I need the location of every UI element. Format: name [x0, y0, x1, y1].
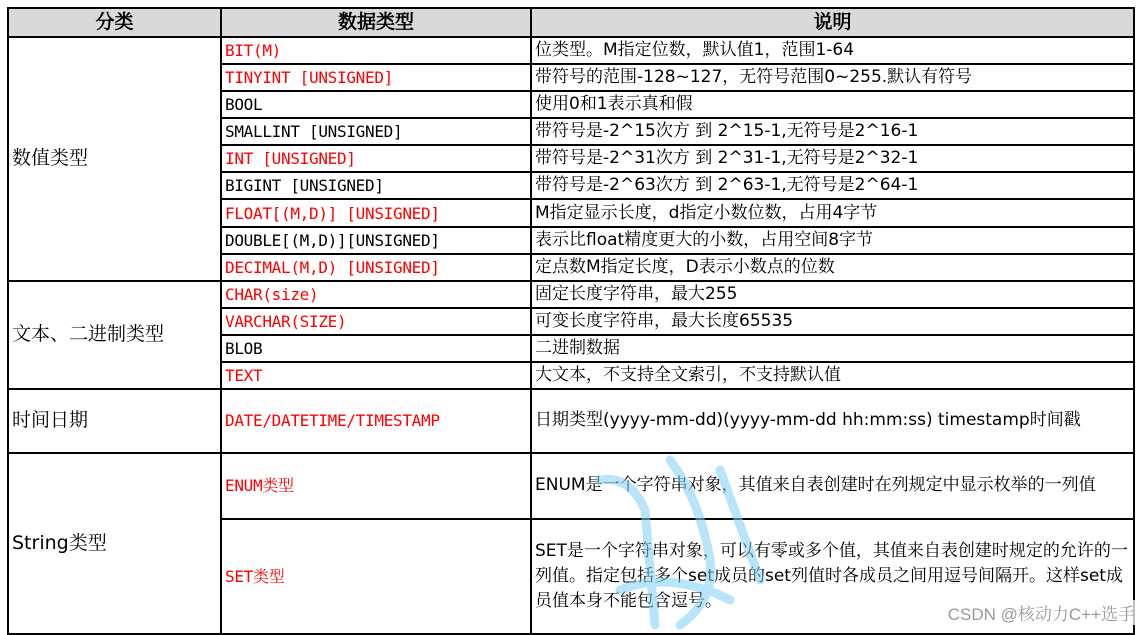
table-body — [8, 37, 1134, 634]
data-type-cell: DECIMAL(M,D) [UNSIGNED] — [221, 254, 531, 281]
data-type-cell: TINYINT [UNSIGNED] — [221, 64, 531, 91]
header-row — [8, 8, 1134, 37]
description-cell: 位类型。M指定位数，默认值1，范围1-64 — [531, 37, 1134, 64]
category-cell: String类型 — [8, 453, 221, 634]
data-type-cell: CHAR(size) — [221, 281, 531, 308]
description-cell: 使用0和1表示真和假 — [531, 91, 1134, 118]
csdn-watermark: CSDN @核动力C++选手 — [945, 600, 1138, 625]
table-row — [8, 389, 1134, 453]
description-cell: 固定长度字符串，最大255 — [531, 281, 1134, 308]
data-type-cell: TEXT — [221, 362, 531, 389]
table-row — [8, 281, 1134, 308]
header-category: 分类 — [8, 8, 221, 37]
data-type-cell: ENUM类型 — [221, 453, 531, 519]
category-cell: 数值类型 — [8, 37, 221, 281]
description-cell: M指定显示长度，d指定小数位数，占用4字节 — [531, 199, 1134, 226]
description-cell: 带符号是-2^63次方 到 2^63-1,无符号是2^64-1 — [531, 172, 1134, 199]
table-row — [8, 453, 1134, 519]
data-types-table — [7, 7, 1135, 635]
header-description: 说明 — [531, 8, 1134, 37]
header-data-type: 数据类型 — [221, 8, 531, 37]
data-type-cell: DATE/DATETIME/TIMESTAMP — [221, 389, 531, 453]
data-type-cell: DOUBLE[(M,D)][UNSIGNED] — [221, 227, 531, 254]
category-cell: 文本、二进制类型 — [8, 281, 221, 389]
description-cell: 带符号是-2^31次方 到 2^31-1,无符号是2^32-1 — [531, 145, 1134, 172]
data-type-cell: BIT(M) — [221, 37, 531, 64]
description-cell: 带符号的范围-128~127，无符号范围0~255.默认有符号 — [531, 64, 1134, 91]
description-cell: SET是一个字符串对象，可以有零或多个值，其值来自表创建时规定的允许的一列值。指定包括多个set成员的set列值时各成员之间用逗号间隔开。这样set成员值本身不能包含逗号。 — [531, 519, 1134, 634]
data-type-cell: FLOAT[(M,D)] [UNSIGNED] — [221, 199, 531, 226]
data-type-cell: SET类型 — [221, 519, 531, 634]
description-cell: ENUM是一个字符串对象，其值来自表创建时在列规定中显示枚举的一列值 — [531, 453, 1134, 519]
description-cell: 二进制数据 — [531, 335, 1134, 362]
data-type-cell: VARCHAR(SIZE) — [221, 308, 531, 335]
description-cell: 定点数M指定长度，D表示小数点的位数 — [531, 254, 1134, 281]
description-cell: 日期类型(yyyy-mm-dd)(yyyy-mm-dd hh:mm:ss) timestamp时间戳 — [531, 389, 1134, 453]
description-cell: 带符号是-2^15次方 到 2^15-1,无符号是2^16-1 — [531, 118, 1134, 145]
description-cell: 表示比float精度更大的小数，占用空间8字节 — [531, 227, 1134, 254]
data-type-cell: BIGINT [UNSIGNED] — [221, 172, 531, 199]
description-cell: 大文本，不支持全文索引，不支持默认值 — [531, 362, 1134, 389]
data-type-cell: BOOL — [221, 91, 531, 118]
table-row — [8, 37, 1134, 64]
data-type-cell: BLOB — [221, 335, 531, 362]
category-cell: 时间日期 — [8, 389, 221, 453]
description-cell: 可变长度字符串，最大长度65535 — [531, 308, 1134, 335]
data-type-cell: SMALLINT [UNSIGNED] — [221, 118, 531, 145]
data-type-cell: INT [UNSIGNED] — [221, 145, 531, 172]
